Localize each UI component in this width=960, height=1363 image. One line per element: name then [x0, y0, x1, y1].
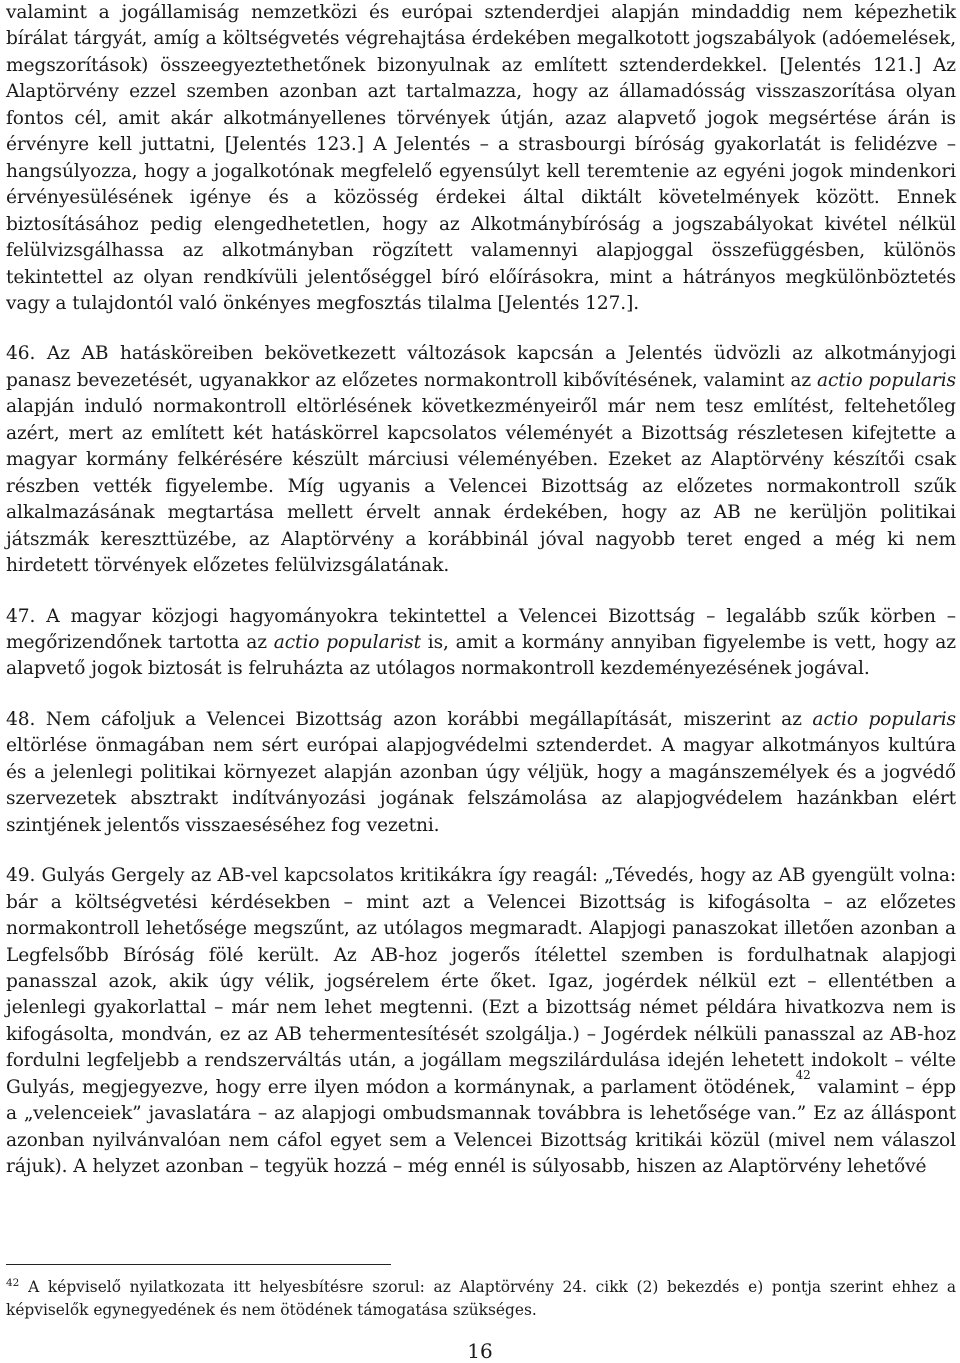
footnote-reference[interactable]: 42	[795, 1067, 811, 1082]
paragraph-text: valamint a jogállamiság nemzetközi és európai sztenderdjei alapján mindaddig nem képezhetik bírálat tárgyát, amíg a költségvetés végrehajtása érdekében megalkotott jogszabályok (adóemelések, megszorítások) összeegyeztethetőnek bizonyulnak az említett sztenderdekkel. [Jelentés 121.] Az Alaptörvény ezzel szemben azonban azt tartalmazza, hogy az államadósság visszaszorítása olyan fontos cél, amit akár alkotmányellenes törvények útján, azaz alapvető jogok megsértése árán is érvényre kell juttatni, [Jelentés 123.] A Jelentés – a strasbourgi bíróság gyakorlatát is felidézve – hangsúlyozza, hogy a jogalkotónak megfelelő egyensúlyt kell teremtenie az egyéni jogok mindenkori érvényesülésének igénye és a közösség érdekei által diktált követelmények között. Ennek biztosításához pedig elengedhetetlen, hogy az Alkotmánybíróság a jogszabályokat kivétel nélkül felülvizsgálhassa az alkotmányban rögzített valamennyi alapjoggal összefüggésben, különös tekintettel az olyan rendkívüli jelentőséggel bíró előírásokra, mint a hátrányos megkülönböztetés vagy a tulajdontól való önkényes megfosztás tilalma [Jelentés 127.].	[6, 2, 956, 314]
paragraph-text: valamint – épp a „velenceiek” javaslatára – az alapjogi ombudsmannak továbbra is lehetősége van.” Ez az álláspont azonban nyilvánvalóan nem cáfol egyet sem a Velencei Bizottság kritikái közül (mivel nem válaszol rájuk). A helyzet azonban – tegyük hozzá – még ennél is súlyosabb, hiszen az Alaptörvény lehetővé	[6, 1076, 956, 1178]
paragraph-48	[6, 707, 956, 839]
paragraph-47	[6, 604, 956, 683]
paragraph-gap	[6, 317, 956, 341]
footnote-separator	[6, 1264, 391, 1265]
page-number: 16	[467, 1339, 493, 1363]
paragraph-number: 48.	[6, 708, 36, 730]
footnote-text: A képviselő nyilatkozata itt helyesbítésre szorul: az Alaptörvény 24. cikk (2) bekezdés e) pontja szerint ehhez a képviselők egynegyedének és nem ötödének támogatása szükséges.	[6, 1278, 956, 1319]
footnote	[6, 1276, 956, 1322]
paragraph-number: 46.	[6, 343, 36, 365]
latin-term: actio popularis	[816, 369, 956, 391]
paragraph-text: Gulyás Gergely az AB-vel kapcsolatos kritikákra így reagál: „Tévedés, hogy az AB gyengült volna: bár a költségvetési kérdésekben – mint azt a Velencei Bizottság is kifogásolta – az előzetes normakontroll lehetősége megszűnt, az utólagos megmaradt. Alapjogi panaszokat illetően azonban a Legfelsőbb Bíróság fölé került. Az AB-hoz jogerős ítélettel szemben is fordulhatnak alapjogi panasszal azok, akik úgy vélik, jogsérelem érte őket. Igaz, jogérdek nélkül ezt – ellentétben a jelenlegi gyakorlattal – már nem lehet megtenni. (Ezt a bizottság német példára hivatkozva nem is kifogásolta, mondván, ez az AB tehermentesítését szolgálja.) – Jogérdek nélküli panasszal az AB-hoz fordulni legfeljebb a rendszerváltás után, a jogállam megszilárdulása idején lehetett indokolt – vélte Gulyás, megjegyezve, hogy erre ilyen módon a kormánynak, a parlament ötödének,	[6, 865, 957, 1098]
footnote-marker: 42	[6, 1277, 20, 1289]
paragraph-text: Nem cáfoljuk a Velencei Bizottság azon korábbi megállapítását, miszerint az	[45, 708, 802, 730]
latin-term: actio popularist	[273, 631, 421, 653]
paragraph-number: 49.	[6, 865, 36, 887]
paragraph-49	[6, 863, 956, 1180]
paragraph-continued	[6, 0, 956, 317]
paragraph-text: eltörlése önmagában nem sért európai alapjogvédelmi sztenderdet. A magyar alkotmányos kultúra és a jelenlegi politikai környezet alapján azonban úgy véljük, hogy a magánszemélyek és a jogvédő szervezetek absztrakt indítványozási jogának felszámolása az alapjogvédelem hazánkban elért szintjének jelentős visszaeséséhez fog vezetni.	[6, 735, 956, 836]
paragraph-gap	[6, 839, 956, 863]
paragraph-46	[6, 341, 956, 579]
paragraph-text: is, amit a kormány annyiban figyelembe is vett, hogy az alapvető jogok biztosát is felruházta az utólagos normakontroll kezdeményezésének jogával.	[6, 631, 956, 680]
paragraph-gap	[6, 580, 956, 604]
paragraph-number: 47.	[6, 605, 36, 627]
latin-term: actio popularis	[812, 708, 956, 730]
paragraph-text: alapján induló normakontroll eltörlésének következményeiről már nem tesz említést, feltehetőleg azért, mert az említett két hatáskörrel kapcsolatos véleményét a Bizottság részletesen kifejtette a magyar kormány felkérésére készült márciusi véleményében. Ezeket az Alaptörvény készítői csak részben vették figyelembe. Míg ugyanis a Velencei Bizottság az előzetes normakontroll szűk alkalmazásának megtartása mellett érvelt annak érdekében, hogy az AB ne kerüljön politikai játszmák kereszttüzébe, az Alaptörvény a korábbinál jóval nagyobb teret enged a még ki nem hirdetett törvények előzetes felülvizsgálatának.	[6, 396, 956, 577]
paragraph-text: A magyar közjogi hagyományokra tekintettel a Velencei Bizottság – legalább szűk körben – megőrizendőnek tartotta az	[6, 605, 957, 653]
document-page	[6, 0, 956, 1181]
paragraph-gap	[6, 683, 956, 707]
paragraph-text: Az AB hatásköreiben bekövetkezett változások kapcsán a Jelentés üdvözli az alkotmányjogi panasz bevezetését, ugyanakkor az előzetes normakontroll kibővítésének, valamint az	[6, 343, 956, 391]
